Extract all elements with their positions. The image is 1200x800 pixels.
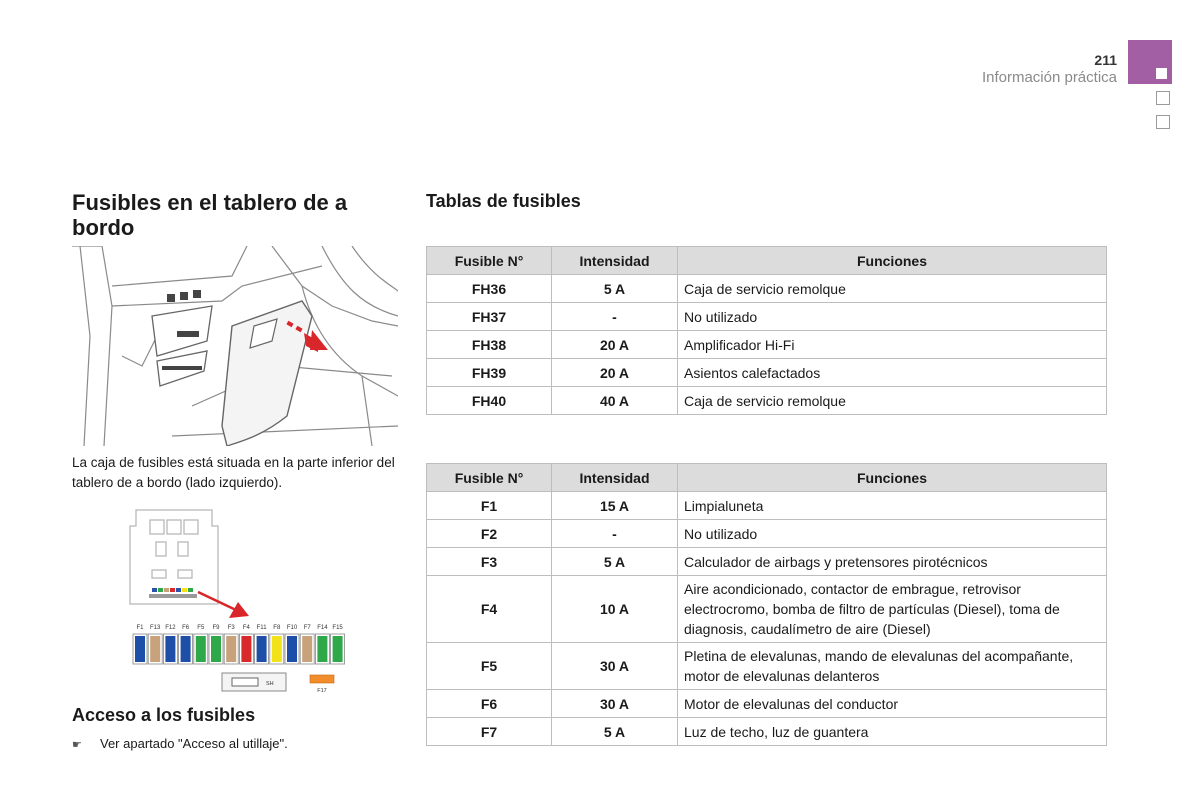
section-title: Información práctica bbox=[981, 69, 1117, 86]
table-row bbox=[427, 303, 1107, 331]
fuse-label: F15 bbox=[332, 625, 343, 631]
intensity-cell: - bbox=[552, 520, 678, 548]
function-cell: Pletina de elevalunas, mando de elevalunas del acompañante, motor de elevalunas delanteros bbox=[678, 643, 1107, 690]
fusebox-diagram bbox=[126, 506, 356, 696]
table-row bbox=[427, 718, 1107, 746]
pointer-hand-icon: ☛ bbox=[72, 739, 82, 751]
fuse-label: F6 bbox=[182, 625, 190, 631]
fuse-number-cell: F6 bbox=[427, 690, 552, 718]
function-cell: Calculador de airbags y pretensores pirotécnicos bbox=[678, 548, 1107, 576]
function-cell: No utilizado bbox=[678, 520, 1107, 548]
fuse-number-cell: F7 bbox=[427, 718, 552, 746]
header-intensity: Intensidad bbox=[552, 247, 678, 275]
access-note bbox=[72, 736, 288, 751]
fuse-f9 bbox=[211, 636, 221, 662]
dashboard-illustration bbox=[72, 246, 398, 446]
fuse-f3 bbox=[226, 636, 236, 662]
fuse-label: F1 bbox=[136, 625, 144, 631]
header-fuse-number: Fusible N° bbox=[427, 247, 552, 275]
fuse-label: F9 bbox=[212, 625, 220, 631]
fuse-table-fh bbox=[426, 246, 1107, 415]
table-row bbox=[427, 331, 1107, 359]
intensity-cell: 20 A bbox=[552, 331, 678, 359]
table-header-row bbox=[427, 247, 1107, 275]
fuse-label: F3 bbox=[227, 625, 235, 631]
intensity-cell: 5 A bbox=[552, 718, 678, 746]
fuse-f4 bbox=[241, 636, 251, 662]
fuse-number-cell: F3 bbox=[427, 548, 552, 576]
intensity-cell: 5 A bbox=[552, 548, 678, 576]
fuse-label: F14 bbox=[317, 625, 328, 631]
table-row bbox=[427, 520, 1107, 548]
fuse-number-cell: F5 bbox=[427, 643, 552, 690]
fuse-number-cell: FH36 bbox=[427, 275, 552, 303]
table-row bbox=[427, 492, 1107, 520]
function-cell: Limpialuneta bbox=[678, 492, 1107, 520]
spare-fuse-label: F17 bbox=[317, 688, 327, 694]
fuse-label: F10 bbox=[286, 625, 298, 631]
function-cell: Caja de servicio remolque bbox=[678, 387, 1107, 415]
tables-heading: Tablas de fusibles bbox=[426, 191, 581, 211]
fuse-f15 bbox=[333, 636, 343, 662]
fuse-f13 bbox=[150, 636, 160, 662]
header-fuse-number: Fusible N° bbox=[427, 464, 552, 492]
chapter-tab-box bbox=[1156, 115, 1170, 129]
chapter-tab-active bbox=[1128, 40, 1172, 84]
chapter-tab-box bbox=[1156, 91, 1170, 105]
fuse-number-cell: FH39 bbox=[427, 359, 552, 387]
fuse-label: F5 bbox=[197, 625, 205, 631]
function-cell: Caja de servicio remolque bbox=[678, 275, 1107, 303]
intensity-cell: 40 A bbox=[552, 387, 678, 415]
fuse-f12 bbox=[165, 636, 175, 662]
table-row bbox=[427, 275, 1107, 303]
fuse-label: F11 bbox=[256, 625, 267, 631]
fuse-f7 bbox=[302, 636, 312, 662]
intensity-cell: 20 A bbox=[552, 359, 678, 387]
page-number: 211 bbox=[1094, 52, 1117, 68]
function-cell: Luz de techo, luz de guantera bbox=[678, 718, 1107, 746]
fuse-number-cell: F2 bbox=[427, 520, 552, 548]
intensity-cell: 30 A bbox=[552, 643, 678, 690]
table-row bbox=[427, 576, 1107, 643]
table-header-row bbox=[427, 464, 1107, 492]
table-row bbox=[427, 359, 1107, 387]
fuse-label: F13 bbox=[150, 625, 161, 631]
access-heading: Acceso a los fusibles bbox=[72, 705, 256, 725]
function-cell: Asientos calefactados bbox=[678, 359, 1107, 387]
access-note-text: Ver apartado "Acceso al utillaje". bbox=[100, 736, 288, 751]
fuse-f1 bbox=[135, 636, 145, 662]
function-cell: No utilizado bbox=[678, 303, 1107, 331]
intensity-cell: 10 A bbox=[552, 576, 678, 643]
fuse-f5 bbox=[196, 636, 206, 662]
location-description: La caja de fusibles está situada en la parte inferior del tablero de a bordo (lado izquierdo). bbox=[72, 455, 395, 490]
intensity-cell: 5 A bbox=[552, 275, 678, 303]
table-row bbox=[427, 643, 1107, 690]
fuse-label: F8 bbox=[273, 625, 281, 631]
intensity-cell: 15 A bbox=[552, 492, 678, 520]
header-intensity: Intensidad bbox=[552, 464, 678, 492]
fuse-f6 bbox=[181, 636, 191, 662]
fuse-f14 bbox=[317, 636, 327, 662]
fuse-f8 bbox=[272, 636, 282, 662]
fuse-number-cell: F1 bbox=[427, 492, 552, 520]
relay-label: SH bbox=[266, 681, 274, 687]
table-row bbox=[427, 548, 1107, 576]
fuse-table-f bbox=[426, 463, 1107, 746]
fuse-f10 bbox=[287, 636, 297, 662]
table-row bbox=[427, 387, 1107, 415]
fuse-number-cell: FH37 bbox=[427, 303, 552, 331]
fuse-number-cell: FH40 bbox=[427, 387, 552, 415]
table-row bbox=[427, 690, 1107, 718]
header-functions: Funciones bbox=[678, 464, 1107, 492]
function-cell: Aire acondicionado, contactor de embrague, retrovisor electrocromo, bomba de filtro de partículas (Diesel), toma de diagnosis, caudalímetro de aire (Diesel) bbox=[678, 576, 1107, 643]
fuse-label: F7 bbox=[303, 625, 311, 631]
intensity-cell: - bbox=[552, 303, 678, 331]
section-heading: Fusibles en el tablero de a bordo bbox=[72, 190, 348, 240]
intensity-cell: 30 A bbox=[552, 690, 678, 718]
fuse-number-cell: FH38 bbox=[427, 331, 552, 359]
fuse-label: F4 bbox=[242, 625, 250, 631]
function-cell: Amplificador Hi-Fi bbox=[678, 331, 1107, 359]
fuse-number-cell: F4 bbox=[427, 576, 552, 643]
fuse-label: F12 bbox=[165, 625, 176, 631]
header-functions: Funciones bbox=[678, 247, 1107, 275]
function-cell: Motor de elevalunas del conductor bbox=[678, 690, 1107, 718]
fuse-f11 bbox=[257, 636, 267, 662]
